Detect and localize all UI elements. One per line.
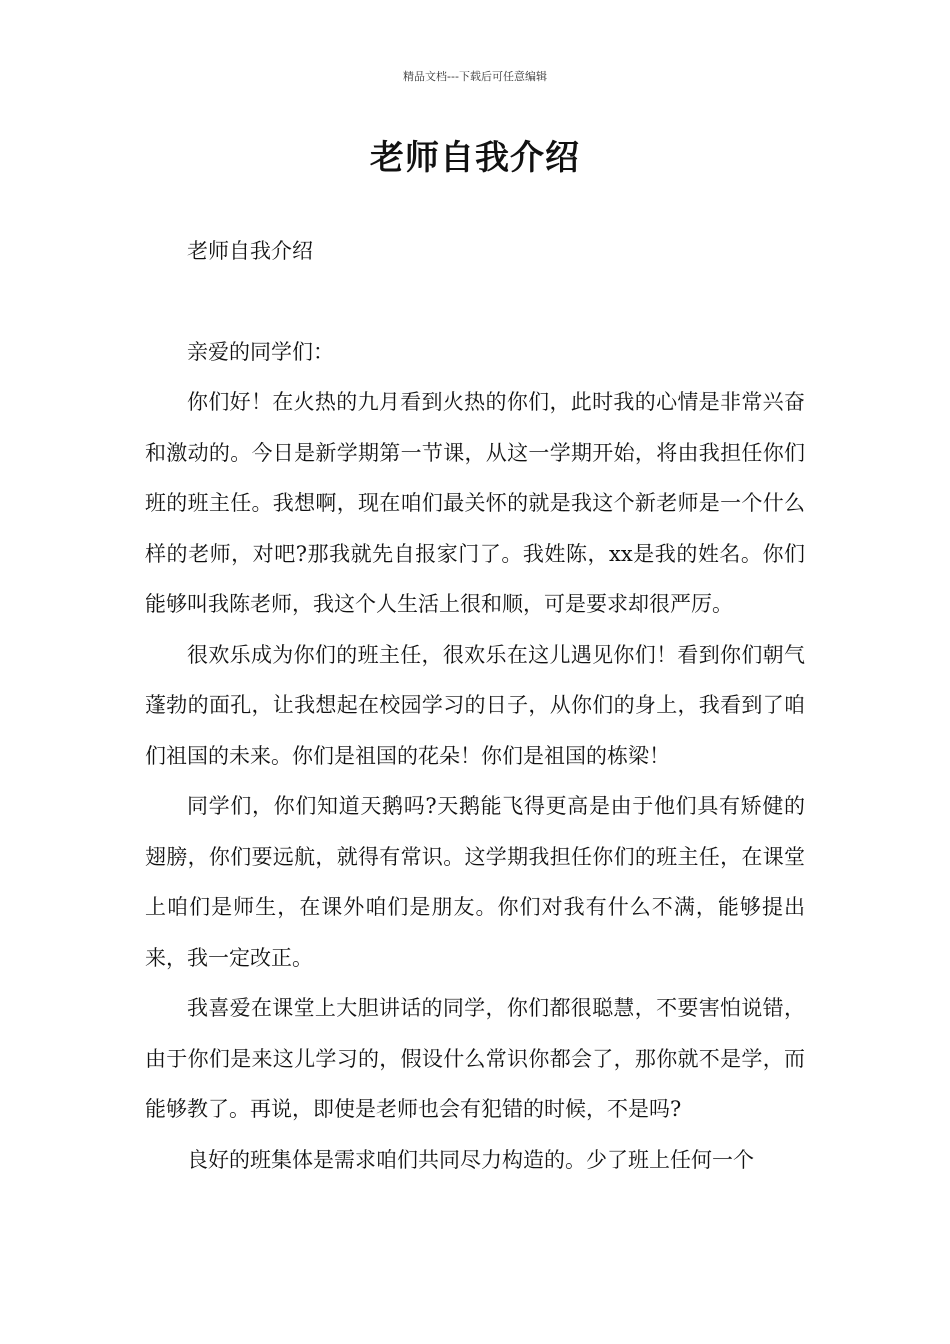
page-title: 老师自我介绍: [370, 138, 580, 178]
paragraph: 很欢乐成为你们的班主任，很欢乐在这儿遇见你们！看到你们朝气蓬勃的面孔，让我想起在校园学习的日子，从你们的身上，我看到了咱们祖国的未来。你们是祖国的花朵！你们是祖国的栋梁！: [145, 642, 805, 768]
paragraph: 同学们，你们知道天鹅吗?天鹅能飞得更高是由于他们具有矫健的翅膀，你们要远航，就得有常识。这学期我担任你们的班主任，在课堂上咱们是师生，在课外咱们是朋友。你们对我有什么不满，能够提出来，我一定改正。: [145, 794, 805, 970]
subtitle: 老师自我介绍: [187, 239, 313, 263]
header-note: 精品文档---下载后可任意编辑: [403, 70, 547, 83]
greeting: 亲爱的同学们：: [187, 339, 334, 364]
paragraph: 你们好！在火热的九月看到火热的你们，此时我的心情是非常兴奋和激动的。今日是新学期第一节课，从这一学期开始，将由我担任你们班的班主任。我想啊，现在咱们最关怀的就是我这个新老师是一个什么样的老师，对吧?那我就先自报家门了。我姓陈，xx是我的姓名。你们能够叫我陈老师，我这个人生活上很和顺，可是要求却很严厉。: [145, 390, 805, 616]
paragraph: 我喜爱在课堂上大胆讲话的同学，你们都很聪慧，不要害怕说错，由于你们是来这儿学习的，假设什么常识你都会了，那你就不是学，而能够教了。再说，即使是老师也会有犯错的时候，不是吗?: [145, 996, 805, 1121]
paragraph: 良好的班集体是需求咱们共同尽力构造的。少了班上任何一个: [187, 1147, 754, 1172]
document-body: [145, 226, 805, 1185]
